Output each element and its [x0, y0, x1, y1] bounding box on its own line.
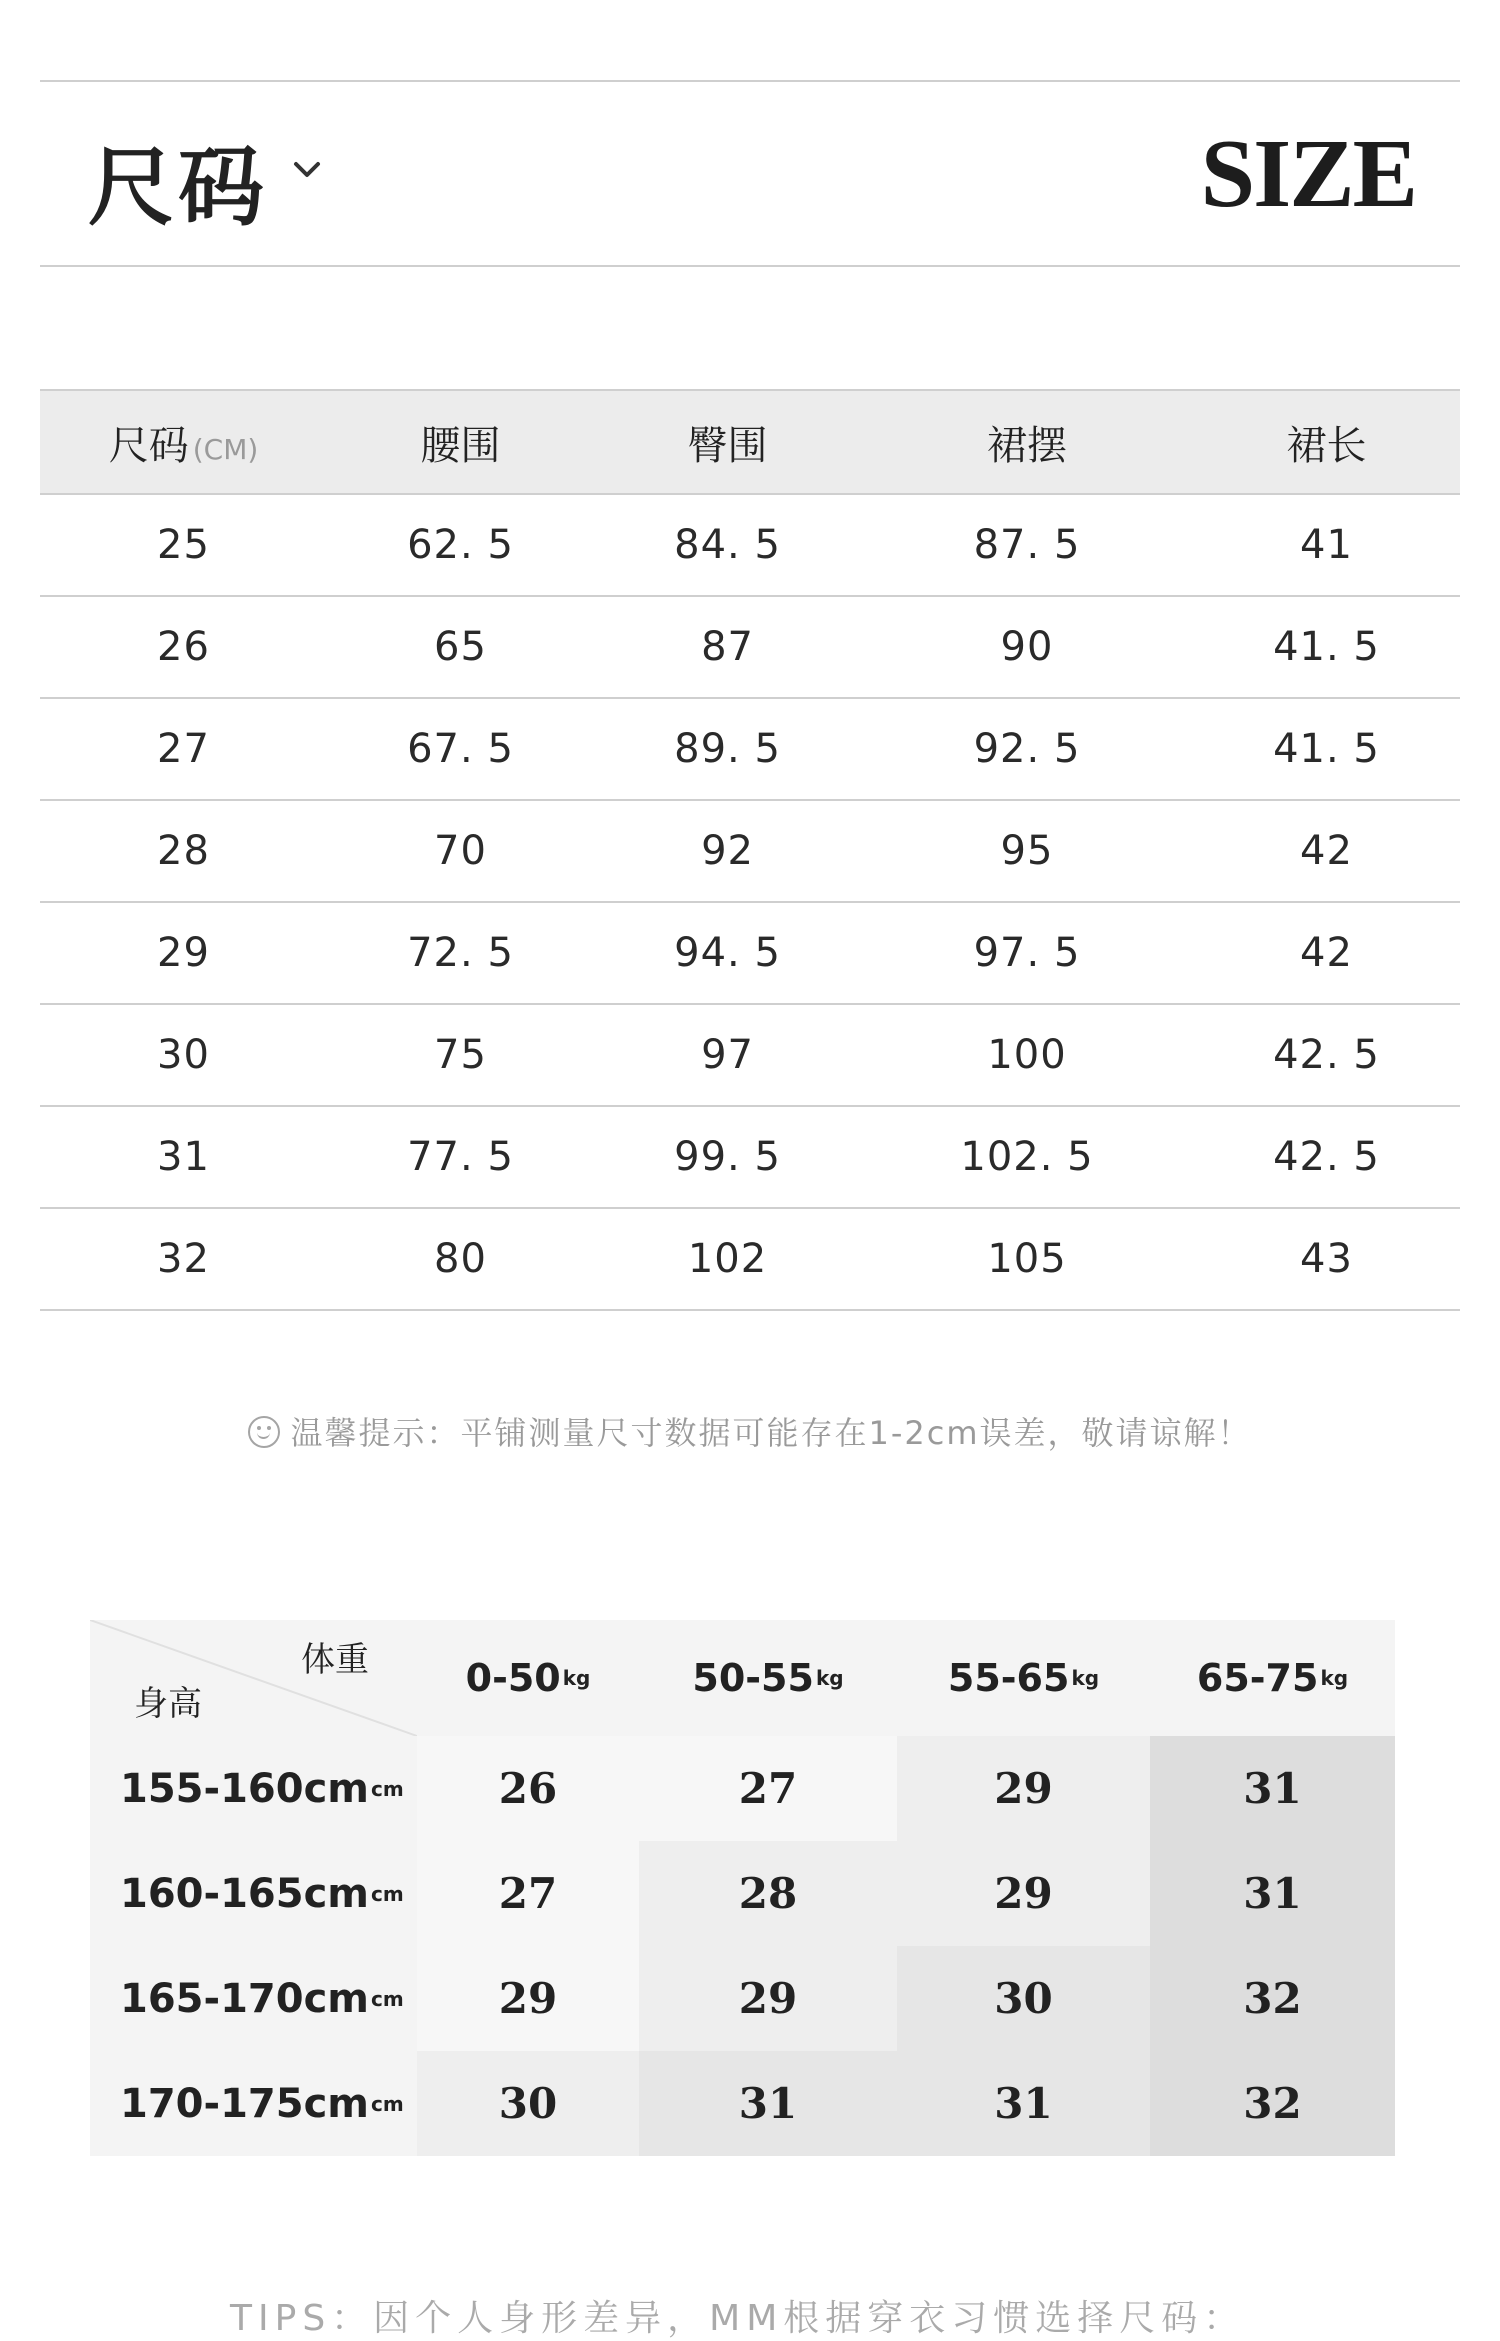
- table-cell: 42. 5: [1193, 1106, 1460, 1208]
- table-cell: 43: [1193, 1208, 1460, 1310]
- table-cell: 41: [1193, 494, 1460, 596]
- table-cell: 87. 5: [861, 494, 1193, 596]
- table-cell: 42. 5: [1193, 1004, 1460, 1106]
- table-cell: 31: [40, 1106, 327, 1208]
- table-row: [40, 902, 1460, 1004]
- smile-icon: [248, 1416, 280, 1448]
- height-label: 身高: [134, 1684, 202, 1724]
- height-unit: cm: [370, 1986, 404, 2011]
- recommended-size: 32: [1150, 1946, 1395, 2051]
- table-cell: 90: [861, 596, 1193, 698]
- height-range: 165-170cm: [120, 1975, 369, 2022]
- table-cell: 97: [594, 1004, 861, 1106]
- recommended-size: 29: [897, 1736, 1150, 1841]
- table-cell: 80: [327, 1208, 594, 1310]
- height-unit: cm: [370, 2091, 404, 2116]
- table-cell: 72. 5: [327, 902, 594, 1004]
- height-header: [90, 1841, 417, 1946]
- table-cell: 41. 5: [1193, 698, 1460, 800]
- weight-unit: kg: [562, 1666, 591, 1690]
- table-cell: 65: [327, 596, 594, 698]
- height-unit: cm: [370, 1881, 404, 1906]
- table-cell: 42: [1193, 800, 1460, 902]
- recommended-size: 31: [639, 2051, 897, 2156]
- height-header: [90, 1736, 417, 1841]
- recommended-size: 31: [897, 2051, 1150, 2156]
- table-cell: 32: [40, 1208, 327, 1310]
- table-cell: 100: [861, 1004, 1193, 1106]
- recommended-size: 29: [639, 1946, 897, 2051]
- col-size-label: 尺码: [108, 422, 189, 469]
- weight-header: [1150, 1620, 1395, 1736]
- recommended-size: 27: [417, 1841, 639, 1946]
- size-heading: SIZE: [1200, 120, 1416, 228]
- table-cell: 28: [40, 800, 327, 902]
- table-cell: 67. 5: [327, 698, 594, 800]
- weight-header: [417, 1620, 639, 1736]
- height-range: 160-165cm: [120, 1870, 369, 1917]
- header-divider: [40, 265, 1460, 267]
- chevron-down-icon[interactable]: [288, 150, 326, 188]
- note-text: 温馨提示：平铺测量尺寸数据可能存在1-2cm误差，敬请谅解！: [290, 1414, 1252, 1452]
- unit-label: (CM): [192, 432, 259, 466]
- table-cell: 75: [327, 1004, 594, 1106]
- recommend-grid: [90, 1620, 1395, 2156]
- table-row: [40, 596, 1460, 698]
- recommended-size: 31: [1150, 1841, 1395, 1946]
- height-range: 155-160cm: [120, 1765, 369, 1812]
- table-cell: 92: [594, 800, 861, 902]
- weight-label: 体重: [301, 1640, 369, 1680]
- table-cell: 95: [861, 800, 1193, 902]
- col-hip: 臀围: [594, 390, 861, 494]
- table-cell: 92. 5: [861, 698, 1193, 800]
- table-cell: 97. 5: [861, 902, 1193, 1004]
- height-header: [90, 2051, 417, 2156]
- page-title: 尺码: [88, 138, 268, 238]
- recommended-size: 30: [417, 2051, 639, 2156]
- recommended-size: 29: [897, 1841, 1150, 1946]
- recommended-size: 27: [639, 1736, 897, 1841]
- size-table-header: [40, 390, 1460, 494]
- size-table: [40, 389, 1460, 1311]
- height-unit: cm: [370, 1776, 404, 1801]
- recommended-size: 31: [1150, 1736, 1395, 1841]
- tips-text: TIPS：因个人身形差异，MM根据穿衣习惯选择尺码：: [230, 2298, 1246, 2339]
- table-cell: 87: [594, 596, 861, 698]
- col-waist: 腰围: [327, 390, 594, 494]
- col-hem: 裙摆: [861, 390, 1193, 494]
- weight-unit: kg: [815, 1666, 844, 1690]
- grid-corner: [90, 1620, 417, 1736]
- table-cell: 105: [861, 1208, 1193, 1310]
- table-cell: 30: [40, 1004, 327, 1106]
- table-row: [40, 698, 1460, 800]
- table-cell: 102. 5: [861, 1106, 1193, 1208]
- recommended-size: 26: [417, 1736, 639, 1841]
- weight-range: 55-65: [947, 1656, 1070, 1700]
- table-cell: 77. 5: [327, 1106, 594, 1208]
- measurement-note: [0, 1408, 1500, 1454]
- recommended-size: 28: [639, 1841, 897, 1946]
- table-cell: 102: [594, 1208, 861, 1310]
- weight-range: 0-50: [465, 1656, 561, 1700]
- top-divider: [40, 80, 1460, 82]
- weight-range: 50-55: [692, 1656, 814, 1700]
- weight-range: 65-75: [1196, 1656, 1319, 1700]
- table-cell: 89. 5: [594, 698, 861, 800]
- table-cell: 62. 5: [327, 494, 594, 596]
- table-cell: 70: [327, 800, 594, 902]
- recommended-size: 32: [1150, 2051, 1395, 2156]
- weight-header: [897, 1620, 1150, 1736]
- height-header: [90, 1946, 417, 2051]
- table-cell: 99. 5: [594, 1106, 861, 1208]
- weight-unit: kg: [1320, 1666, 1349, 1690]
- table-row: [40, 800, 1460, 902]
- table-cell: 41. 5: [1193, 596, 1460, 698]
- weight-header: [639, 1620, 897, 1736]
- table-cell: 84. 5: [594, 494, 861, 596]
- table-row: [40, 1208, 1460, 1310]
- table-cell: 29: [40, 902, 327, 1004]
- table-cell: 42: [1193, 902, 1460, 1004]
- col-size: [40, 390, 327, 494]
- table-row: [40, 1004, 1460, 1106]
- table-row: [40, 1106, 1460, 1208]
- table-cell: 94. 5: [594, 902, 861, 1004]
- height-range: 170-175cm: [120, 2080, 369, 2127]
- table-cell: 26: [40, 596, 327, 698]
- recommended-size: 29: [417, 1946, 639, 2051]
- recommended-size: 30: [897, 1946, 1150, 2051]
- table-cell: 27: [40, 698, 327, 800]
- weight-unit: kg: [1071, 1666, 1100, 1690]
- table-row: [40, 494, 1460, 596]
- table-cell: 25: [40, 494, 327, 596]
- col-length: 裙长: [1193, 390, 1460, 494]
